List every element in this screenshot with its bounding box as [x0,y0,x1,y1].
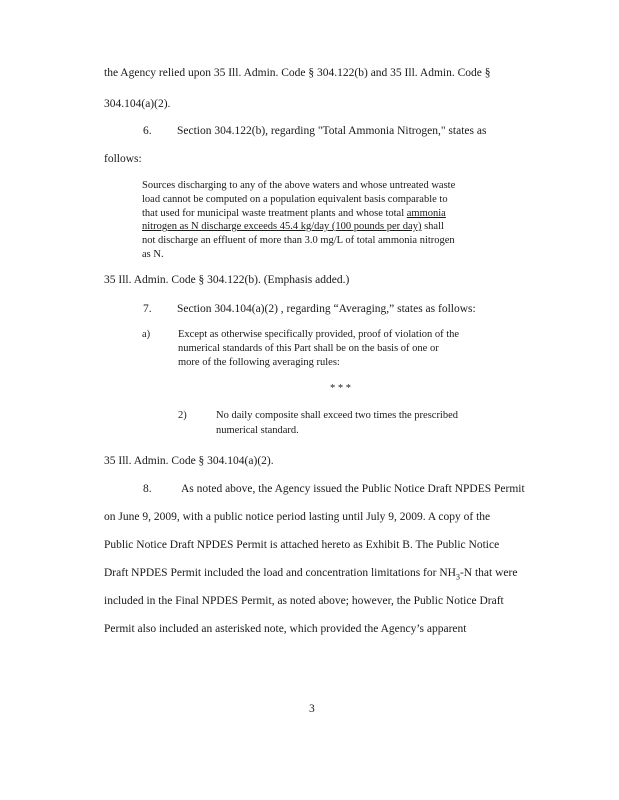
text-line: 304.104(a)(2). [104,98,171,110]
quote-line: as N. [142,249,164,260]
list-label: a) [142,329,151,340]
list-label: 2) [178,410,187,421]
text-line: Public Notice Draft NPDES Permit is attached hereto as Exhibit B. The Public Notice [104,539,500,551]
text-line: follows: [104,153,142,165]
quote-line: not discharge an effluent of more than 3.0 mg/L of total ammonia nitrogen [142,235,455,246]
quote-line: Except as otherwise specifically provided, proof of violation of the [178,329,460,340]
text-segment: -N that were [459,567,518,579]
emphasis-underline: ammonia [406,208,446,219]
paragraph-number: 8. [143,483,152,495]
citation: 35 Ill. Admin. Code § 304.122(b). (Emphasis added.) [104,274,350,286]
text-line: As noted above, the Agency issued the Public Notice Draft NPDES Permit [181,483,525,495]
quote-line: load cannot be computed on a population equivalent basis comparable to [142,194,448,205]
quote-line: No daily composite shall exceed two times the prescribed [216,410,459,421]
paragraph-number: 6. [143,125,152,137]
text-line: Section 304.104(a)(2) , regarding “Averaging,” states as follows: [177,303,476,315]
quote-line [142,209,446,220]
quote-line: numerical standard. [216,425,299,436]
text-segment: Draft NPDES Permit included the load and concentration limitations for NH [104,567,456,579]
quote-line: numerical standards of this Part shall be on the basis of one or [178,343,439,354]
text-line: Permit also included an asterisked note, which provided the Agency’s apparent [104,623,467,635]
text-line [104,568,517,581]
quote-line [142,222,444,233]
text-line: Section 304.122(b), regarding "Total Ammonia Nitrogen," states as [177,125,487,137]
text-line: included in the Final NPDES Permit, as noted above; however, the Public Notice Draft [104,595,504,607]
text-line: the Agency relied upon 35 Ill. Admin. Code § 304.122(b) and 35 Ill. Admin. Code § [104,67,491,79]
page-number: 3 [309,703,315,715]
quote-line: more of the following averaging rules: [178,357,340,368]
paragraph-number: 7. [143,303,152,315]
emphasis-underline: nitrogen as N discharge exceeds 45.4 kg/day (100 pounds per day) [142,221,422,232]
citation: 35 Ill. Admin. Code § 304.104(a)(2). [104,455,274,467]
ellipsis-stars: * * * [330,383,351,394]
quote-line: Sources discharging to any of the above waters and whose untreated waste [142,180,456,191]
quote-segment: that used for municipal waste treatment plants and whose total [142,208,407,219]
subscript: 3 [455,572,460,582]
quote-segment: shall [421,221,444,232]
text-line: on June 9, 2009, with a public notice period lasting until July 9, 2009. A copy of the [104,511,491,523]
